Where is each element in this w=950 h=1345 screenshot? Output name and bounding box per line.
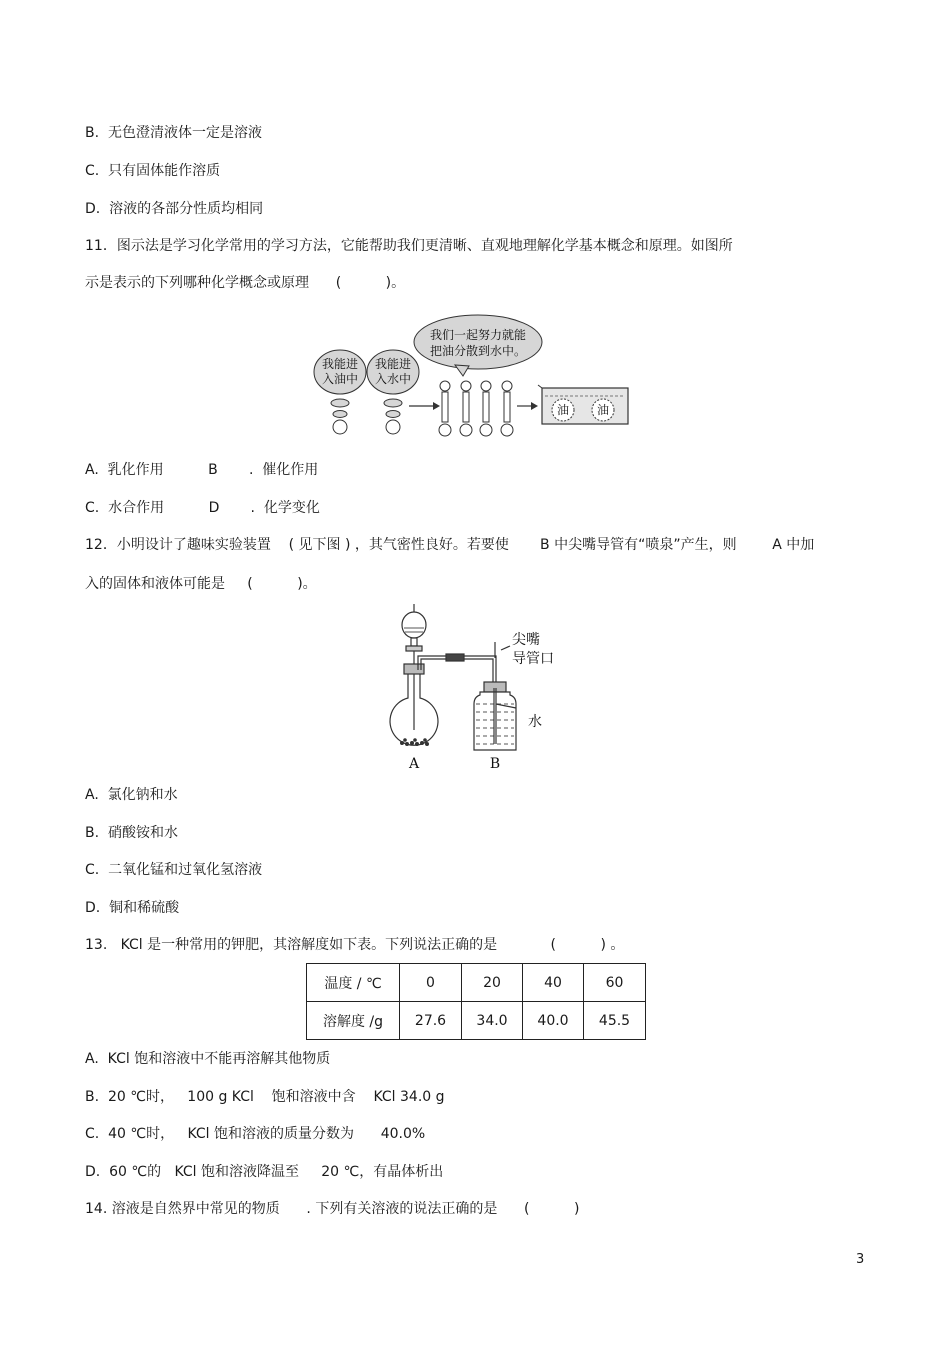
table-cell: 20 (462, 964, 523, 1002)
q11-options-cd: C. 水合作用 D . 化学变化 (85, 500, 320, 516)
bubble-big-line2: 把油分散到水中。 (429, 344, 527, 358)
table-row (307, 964, 646, 1002)
q14-stem: 14. 溶液是自然界中常见的物质 . 下列有关溶液的说法正确的是 ( ) (85, 1201, 580, 1217)
q12-option-d: D. 铜和稀硫酸 (85, 900, 180, 916)
q12-stem-line1: 12．小明设计了趣味实验装置 ( 见下图 ) ，其气密性良好。若要使 B 中尖嘴导管有“喷泉”产生，则 A 中加 (85, 537, 815, 553)
table-cell: 40.0 (523, 1002, 584, 1040)
label-tip-line1: 尖嘴 (512, 632, 540, 648)
label-water: 水 (528, 714, 542, 730)
q11-stem-line1: 11．图示法是学习化学常用的学习方法，它能帮助我们更清晰、直观地理解化学基本概念和原理。如图所 (85, 238, 733, 254)
q12-option-c: C. 二氧化锰和过氧化氢溶液 (85, 862, 263, 878)
q12-option-b: B. 硝酸铵和水 (85, 825, 178, 841)
smiley-icon (386, 420, 400, 434)
arrow-right-icon (531, 402, 538, 410)
bubble-oil-line1: 我能进 (321, 357, 359, 371)
table-cell: 0 (400, 964, 462, 1002)
table-cell: 溶解度 /g (307, 1002, 400, 1040)
arrow-right-icon (433, 402, 440, 410)
table-cell: 40 (523, 964, 584, 1002)
emulsifier-molecules (439, 381, 513, 436)
table-row (307, 1002, 646, 1040)
table-cell: 27.6 (400, 1002, 462, 1040)
emulsion-figure (305, 310, 635, 445)
bubble-oil-line2: 入油中 (321, 372, 359, 386)
beaker (538, 385, 628, 424)
apparatus-figure (380, 600, 565, 775)
bubble-water-line2: 入水中 (374, 372, 412, 386)
q12-option-a: A. 氯化钠和水 (85, 787, 178, 803)
q13-option-a: A. KCl 饱和溶液中不能再溶解其他物质 (85, 1051, 331, 1067)
bottle-b (474, 642, 516, 750)
q10-option-c: C. 只有固体能作溶质 (85, 163, 221, 179)
q11-options-ab: A. 乳化作用 B . 催化作用 (85, 462, 319, 478)
q13-option-b: B. 20 ℃时， 100 g KCl 饱和溶液中含 KCl 34.0 g (85, 1089, 445, 1105)
speech-bubble-water (367, 350, 419, 434)
label-a: A (408, 756, 420, 772)
solubility-table (306, 963, 646, 1040)
oil-droplet-label: 油 (596, 403, 610, 417)
label-tip-line2: 导管口 (512, 651, 554, 667)
table-cell: 45.5 (584, 1002, 646, 1040)
table-cell: 温度 / ℃ (307, 964, 400, 1002)
q13-option-c: C. 40 ℃时， KCl 饱和溶液的质量分数为 40.0% (85, 1126, 426, 1142)
speech-bubble-oil (314, 350, 366, 434)
bubble-water-line1: 我能进 (374, 357, 412, 371)
label-b: B (489, 756, 501, 772)
q10-option-b: B. 无色澄清液体一定是溶液 (85, 125, 262, 141)
q13-stem: 13. KCl 是一种常用的钾肥，其溶解度如下表。下列说法正确的是 ( ) 。 (85, 937, 625, 953)
table-cell: 34.0 (462, 1002, 523, 1040)
table-cell: 60 (584, 964, 646, 1002)
bubble-big-line1: 我们一起努力就能 (429, 328, 527, 342)
page-number: 3 (856, 1252, 865, 1267)
oil-droplet-label: 油 (556, 403, 570, 417)
smiley-icon (333, 420, 347, 434)
speech-bubble-big (414, 315, 542, 376)
q10-option-d: D. 溶液的各部分性质均相同 (85, 201, 264, 217)
q13-option-d: D. 60 ℃的 KCl 饱和溶液降温至 20 ℃，有晶体析出 (85, 1164, 444, 1180)
q11-stem-line2: 示是表示的下列哪种化学概念或原理 ( )。 (85, 275, 406, 291)
q12-stem-line2: 入的固体和液体可能是 ( )。 (85, 576, 317, 592)
